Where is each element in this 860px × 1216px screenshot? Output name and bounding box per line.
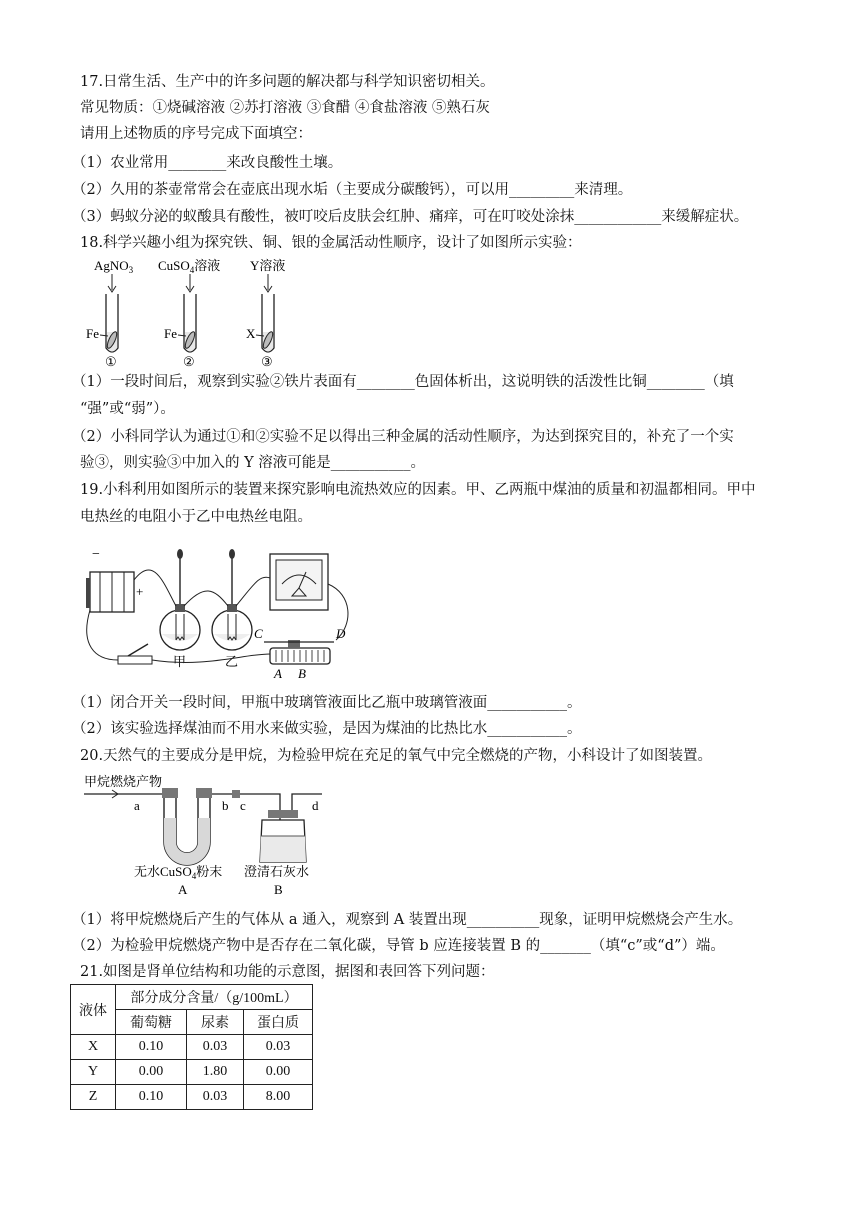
limewater xyxy=(260,836,306,862)
cell-glucose: 0.10 xyxy=(116,1085,187,1110)
switch xyxy=(118,644,152,664)
inlet-label: 甲烷燃烧产物 xyxy=(84,774,163,789)
tube3-number: ③ xyxy=(261,354,273,368)
q19-title-line2: 电热丝的电阻小于乙中电热丝电阻。 xyxy=(80,509,312,525)
tube1-reagent: AgNO$_3$ xyxy=(94,258,134,275)
wash-bottle-b xyxy=(232,790,322,862)
cell-glucose: 0.00 xyxy=(116,1060,187,1085)
q20-apparatus-figure xyxy=(82,770,332,900)
ammeter xyxy=(270,554,328,610)
q19-title-line1: 19.小科利用如图所示的装置来探究影响电流热效应的因素。甲、乙两瓶中煤油的质量和初温都相同。甲中 xyxy=(80,482,756,498)
battery-minus: − xyxy=(92,547,100,562)
cuso4-powder xyxy=(164,818,210,865)
q18-part1-line2: “强”或“弱”）。 xyxy=(80,401,175,417)
q21-title: 21.如图是肾单位结构和功能的示意图，据图和表回答下列问题： xyxy=(80,964,495,980)
q17-substances: 常见物质：①烧碱溶液 ②苏打溶液 ③食醋 ④食盐溶液 ⑤熟石灰 xyxy=(80,100,490,116)
q19-circuit-figure xyxy=(84,544,360,682)
port-b: b xyxy=(222,798,229,813)
q17-part1: （1）农业常用________来改良酸性土壤。 xyxy=(72,155,343,171)
row-label: X xyxy=(71,1035,116,1060)
table-row xyxy=(71,1060,313,1085)
device-b-label: B xyxy=(274,882,283,897)
port-a: a xyxy=(134,798,140,813)
table-group-header: 部分成分含量/（g/100mL） xyxy=(116,985,313,1010)
port-d: d xyxy=(312,798,319,813)
composition-table xyxy=(70,984,313,1110)
q18-part1-line1: （1）一段时间后，观察到实验②铁片表面有________色固体析出，这说明铁的活泼性比铜________（填 xyxy=(72,374,734,390)
tube2-number: ② xyxy=(183,354,195,368)
test-tube-1 xyxy=(86,258,134,368)
cell-urea: 0.03 xyxy=(187,1085,244,1110)
q17-instruction: 请用上述物质的序号完成下面填空： xyxy=(80,126,312,142)
tube3-reagent: Y溶液 xyxy=(250,258,286,273)
q19-part2: （2）该实验选择煤油而不用水来做实验，是因为煤油的比热比水___________。 xyxy=(72,721,582,737)
q18-title: 18.科学兴趣小组为探究铁、铜、银的金属活动性顺序，设计了如图所示实验： xyxy=(80,235,582,251)
terminal-b: B xyxy=(298,666,306,681)
q17-part3: （3）蚂蚁分泌的蚁酸具有酸性，被叮咬后皮肤会红肿、痛痒，可在叮咬处涂抹____________来缓解症状。 xyxy=(72,209,749,225)
device-a-label: A xyxy=(178,882,188,897)
port-c: c xyxy=(240,798,246,813)
cell-protein: 0.03 xyxy=(244,1035,313,1060)
flask-label-yi: 乙 xyxy=(225,654,239,669)
column-header-protein: 蛋白质 xyxy=(244,1010,313,1035)
u-tube-a xyxy=(162,788,234,865)
cell-urea: 0.03 xyxy=(187,1035,244,1060)
cell-protein: 8.00 xyxy=(244,1085,313,1110)
cell-glucose: 0.10 xyxy=(116,1035,187,1060)
table-corner-header: 液体 xyxy=(71,985,116,1035)
rheostat xyxy=(254,626,346,681)
tube2-reagent: CuSO$_4$溶液 xyxy=(158,258,221,275)
q20-part2: （2）为检验甲烷燃烧产物中是否存在二氧化碳，导管 b 应连接装置 B 的_______（填“c”或“d”）端。 xyxy=(72,938,725,954)
column-header-glucose: 葡萄糖 xyxy=(116,1010,187,1035)
row-label: Y xyxy=(71,1060,116,1085)
q20-part1: （1）将甲烷燃烧后产生的气体从 a 通入，观察到 A 装置出现__________现象，证明甲烷燃烧会产生水。 xyxy=(72,912,743,928)
tube3-metal: X xyxy=(246,326,256,341)
cell-urea: 1.80 xyxy=(187,1060,244,1085)
row-label: Z xyxy=(71,1085,116,1110)
q18-test-tube-figure xyxy=(80,256,310,368)
flask-label-jia: 甲 xyxy=(173,654,187,669)
column-header-urea: 尿素 xyxy=(187,1010,244,1035)
test-tube-3 xyxy=(246,258,285,368)
reagent-a-label: 无水CuSO$_4$粉末 xyxy=(134,864,223,881)
q20-title: 20.天然气的主要成分是甲烷，为检验甲烷在充足的氧气中完全燃烧的产物，小科设计了如图装置。 xyxy=(80,748,713,764)
cell-protein: 0.00 xyxy=(244,1060,313,1085)
test-tube-2 xyxy=(158,258,220,368)
terminal-d: D xyxy=(336,626,346,641)
flask-yi xyxy=(212,549,252,669)
table-row xyxy=(71,1085,313,1110)
terminal-a: A xyxy=(274,666,282,681)
reagent-b-label: 澄清石灰水 xyxy=(244,864,310,879)
flask-jia xyxy=(160,549,200,669)
q18-part2-line1: （2）小科同学认为通过①和②实验不足以得出三种金属的活动性顺序，为达到探究目的，补充了一个实 xyxy=(72,429,734,445)
q17-title: 17.日常生活、生产中的许多问题的解决都与科学知识密切相关。 xyxy=(80,74,495,90)
q19-part1: （1）闭合开关一段时间，甲瓶中玻璃管液面比乙瓶中玻璃管液面___________。 xyxy=(72,695,582,711)
battery-plus: + xyxy=(136,584,144,599)
tube1-number: ① xyxy=(105,354,117,368)
q17-part2: （2）久用的茶壶常常会在壶底出现水垢（主要成分碳酸钙），可以用_________来清理。 xyxy=(72,182,633,198)
q18-part2-line2: 验③，则实验③中加入的 Y 溶液可能是___________。 xyxy=(80,455,426,471)
table-row xyxy=(71,1035,313,1060)
terminal-c: C xyxy=(254,626,263,641)
tube2-metal: Fe xyxy=(164,326,177,341)
tube1-metal: Fe xyxy=(86,326,99,341)
